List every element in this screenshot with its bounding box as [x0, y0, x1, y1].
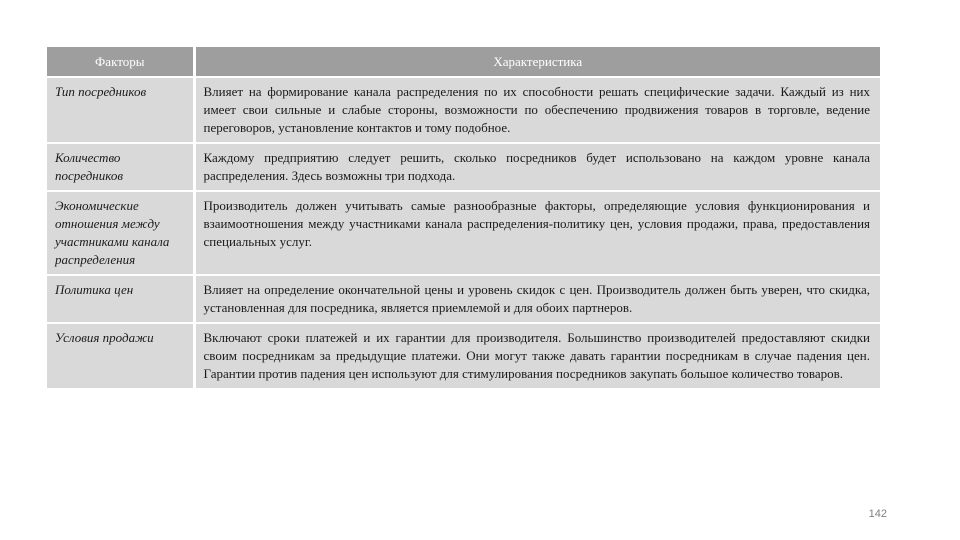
- header-factors: Факторы: [47, 47, 194, 77]
- description-cell: Влияет на определение окончательной цены и уровень скидок с цен. Производитель должен быть уверен, что скидка, установленная для посредника, является приемлемой и для обоих партнеров.: [194, 275, 880, 323]
- table-row: [47, 191, 880, 275]
- page-number: 142: [868, 508, 887, 520]
- factor-cell: Тип посредников: [47, 77, 194, 143]
- factor-cell: Условия продажи: [47, 323, 194, 388]
- factor-cell: Количество посредников: [47, 143, 194, 191]
- table-row: [47, 323, 880, 388]
- table-row: [47, 275, 880, 323]
- table-header-row: [47, 47, 880, 77]
- factor-cell: Политика цен: [47, 275, 194, 323]
- table-row: [47, 77, 880, 143]
- description-cell: Влияет на формирование канала распределения по их способности решать специфические задачи. Каждый из них имеет свои сильные и слабые стороны, возможности по обеспечению продвижения товаров в торговле, ведение переговоров, установление контактов и тому подобное.: [194, 77, 880, 143]
- description-cell: Производитель должен учитывать самые разнообразные факторы, определяющие условия функционирования и взаимоотношения между участниками канала распределения-политику цен, условия продажи, права, предоставления специальных услуг.: [194, 191, 880, 275]
- factor-cell: Экономические отношения между участниками канала распределения: [47, 191, 194, 275]
- header-characteristic: Характеристика: [194, 47, 880, 77]
- table-row: [47, 143, 880, 191]
- description-cell: Включают сроки платежей и их гарантии для производителя. Большинство производителей предоставляют скидки своим посредникам за предыдущие платежи. Они могут также давать гарантии посредникам в случае падения цен. Гарантии против падения цен используют для стимулирования посредников закупать большое количество товаров.: [194, 323, 880, 388]
- factors-table: [47, 47, 880, 388]
- description-cell: Каждому предприятию следует решить, сколько посредников будет использовано на каждом уровне канала распределения. Здесь возможны три подхода.: [194, 143, 880, 191]
